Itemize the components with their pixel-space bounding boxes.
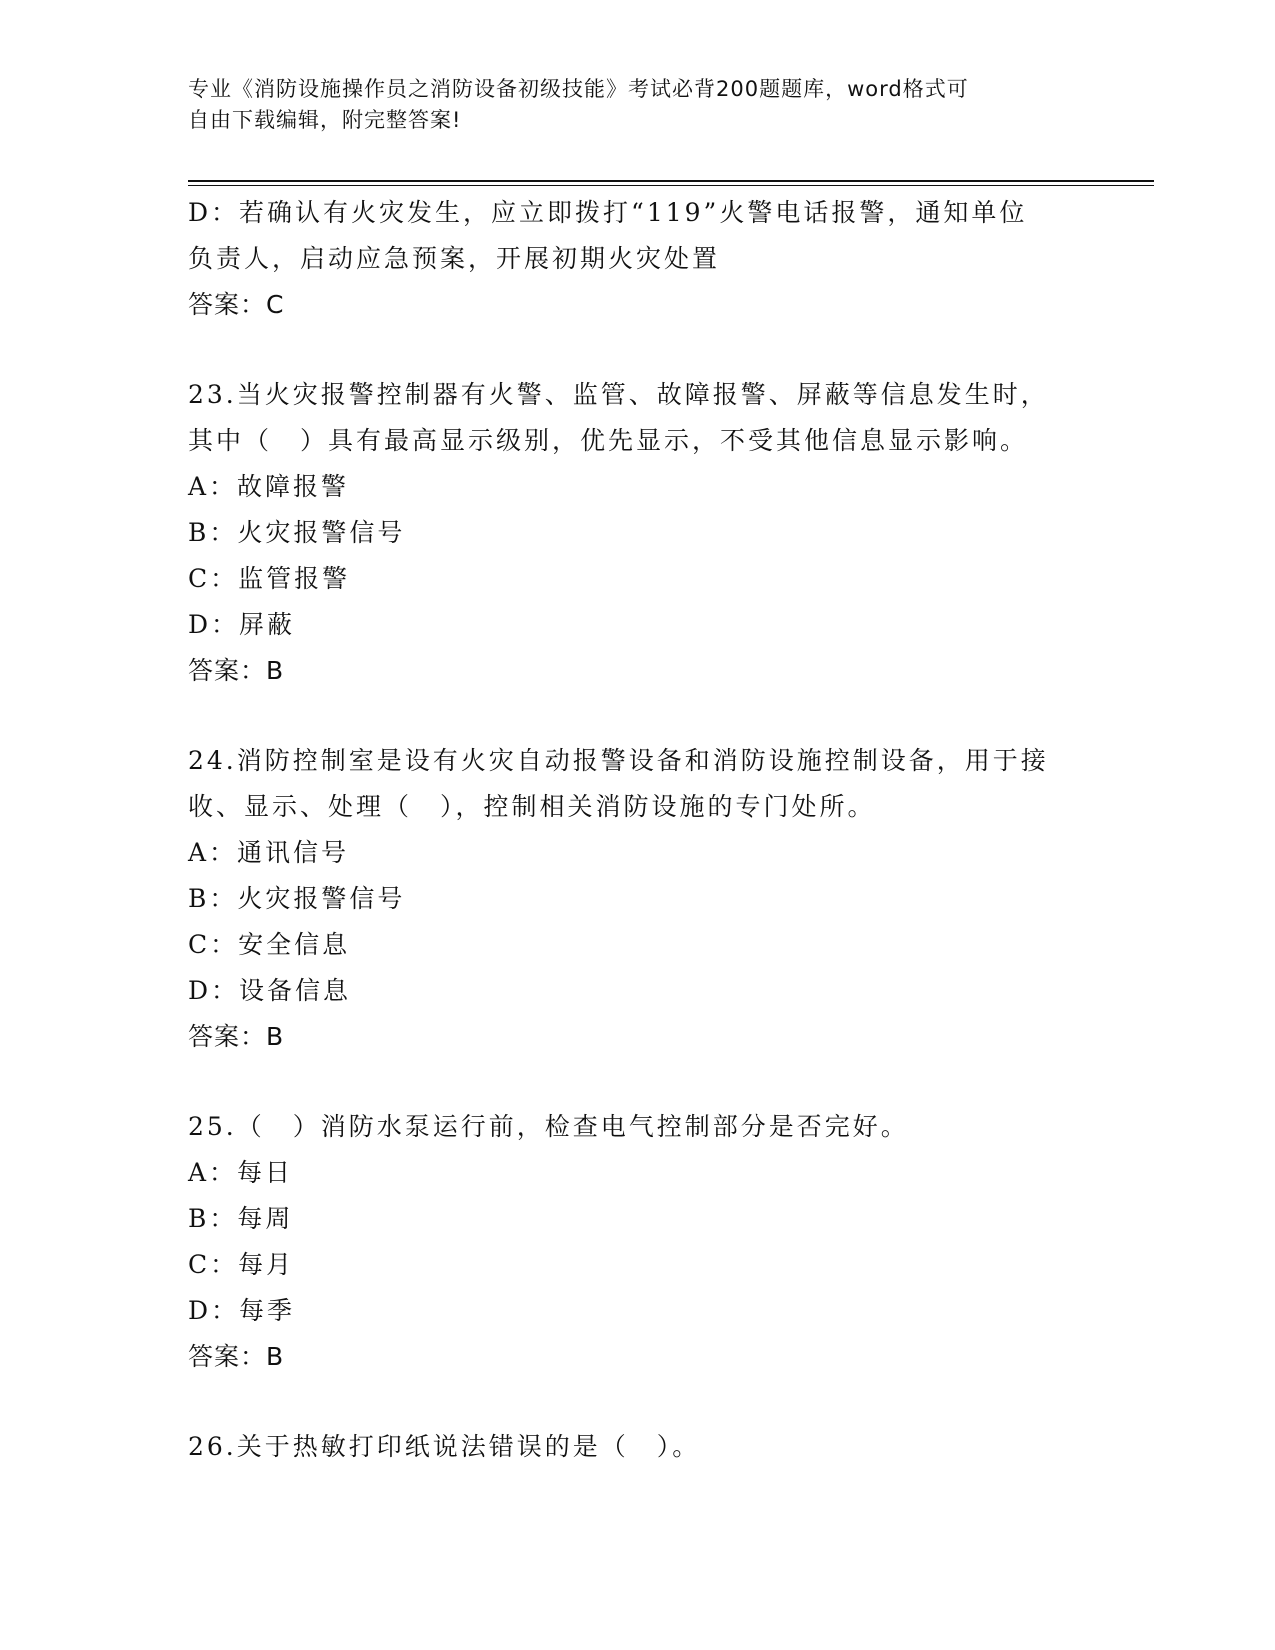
document-header <box>188 74 1088 136</box>
option-d: D：屏蔽 <box>188 610 296 639</box>
answer-line: 答案：B <box>188 1022 285 1051</box>
option-d-line-2: 负责人，启动应急预案，开展初期火灾处置 <box>188 244 721 273</box>
question-block-23 <box>188 372 1088 694</box>
question-stem-line-1: 25.（ ）消防水泵运行前，检查电气控制部分是否完好。 <box>188 1112 909 1141</box>
question-stem-line-1: 26.关于热敏打印纸说法错误的是（ ）。 <box>188 1432 701 1461</box>
question-stem-line-1: 24.消防控制室是设有火灾自动报警设备和消防设施控制设备，用于接 <box>188 746 1049 775</box>
question-content <box>188 190 1088 1470</box>
option-c: C：每月 <box>188 1250 295 1279</box>
question-stem-line-1: 23.当火灾报警控制器有火警、监管、故障报警、屏蔽等信息发生时， <box>188 380 1049 409</box>
option-a: A：故障报警 <box>188 472 350 501</box>
header-divider-thin <box>188 185 1154 186</box>
header-divider-thick <box>188 180 1154 182</box>
option-d: D：每季 <box>188 1296 296 1325</box>
option-b: B：火灾报警信号 <box>188 518 406 547</box>
option-d-line-1: D：若确认有火灾发生，应立即拨打“119”火警电话报警，通知单位 <box>188 198 1028 227</box>
question-block-22-tail <box>188 190 1088 328</box>
option-c: C：安全信息 <box>188 930 351 959</box>
answer-line: 答案：C <box>188 290 285 319</box>
option-b: B：每周 <box>188 1204 294 1233</box>
option-a: A：通讯信号 <box>188 838 350 867</box>
question-block-24 <box>188 738 1088 1060</box>
question-block-25 <box>188 1104 1088 1380</box>
header-line-2: 自由下载编辑，附完整答案! <box>188 108 462 132</box>
question-stem-line-2: 其中（ ）具有最高显示级别，优先显示，不受其他信息显示影响。 <box>188 426 1029 455</box>
answer-line: 答案：B <box>188 656 285 685</box>
question-stem-line-2: 收、显示、处理（ ），控制相关消防设施的专门处所。 <box>188 792 876 821</box>
question-block-26 <box>188 1424 1088 1470</box>
option-b: B：火灾报警信号 <box>188 884 406 913</box>
option-c: C：监管报警 <box>188 564 351 593</box>
header-line-1: 专业《消防设施操作员之消防设备初级技能》考试必背200题题库，word格式可 <box>188 77 969 101</box>
answer-line: 答案：B <box>188 1342 285 1371</box>
option-d: D：设备信息 <box>188 976 352 1005</box>
option-a: A：每日 <box>188 1158 294 1187</box>
